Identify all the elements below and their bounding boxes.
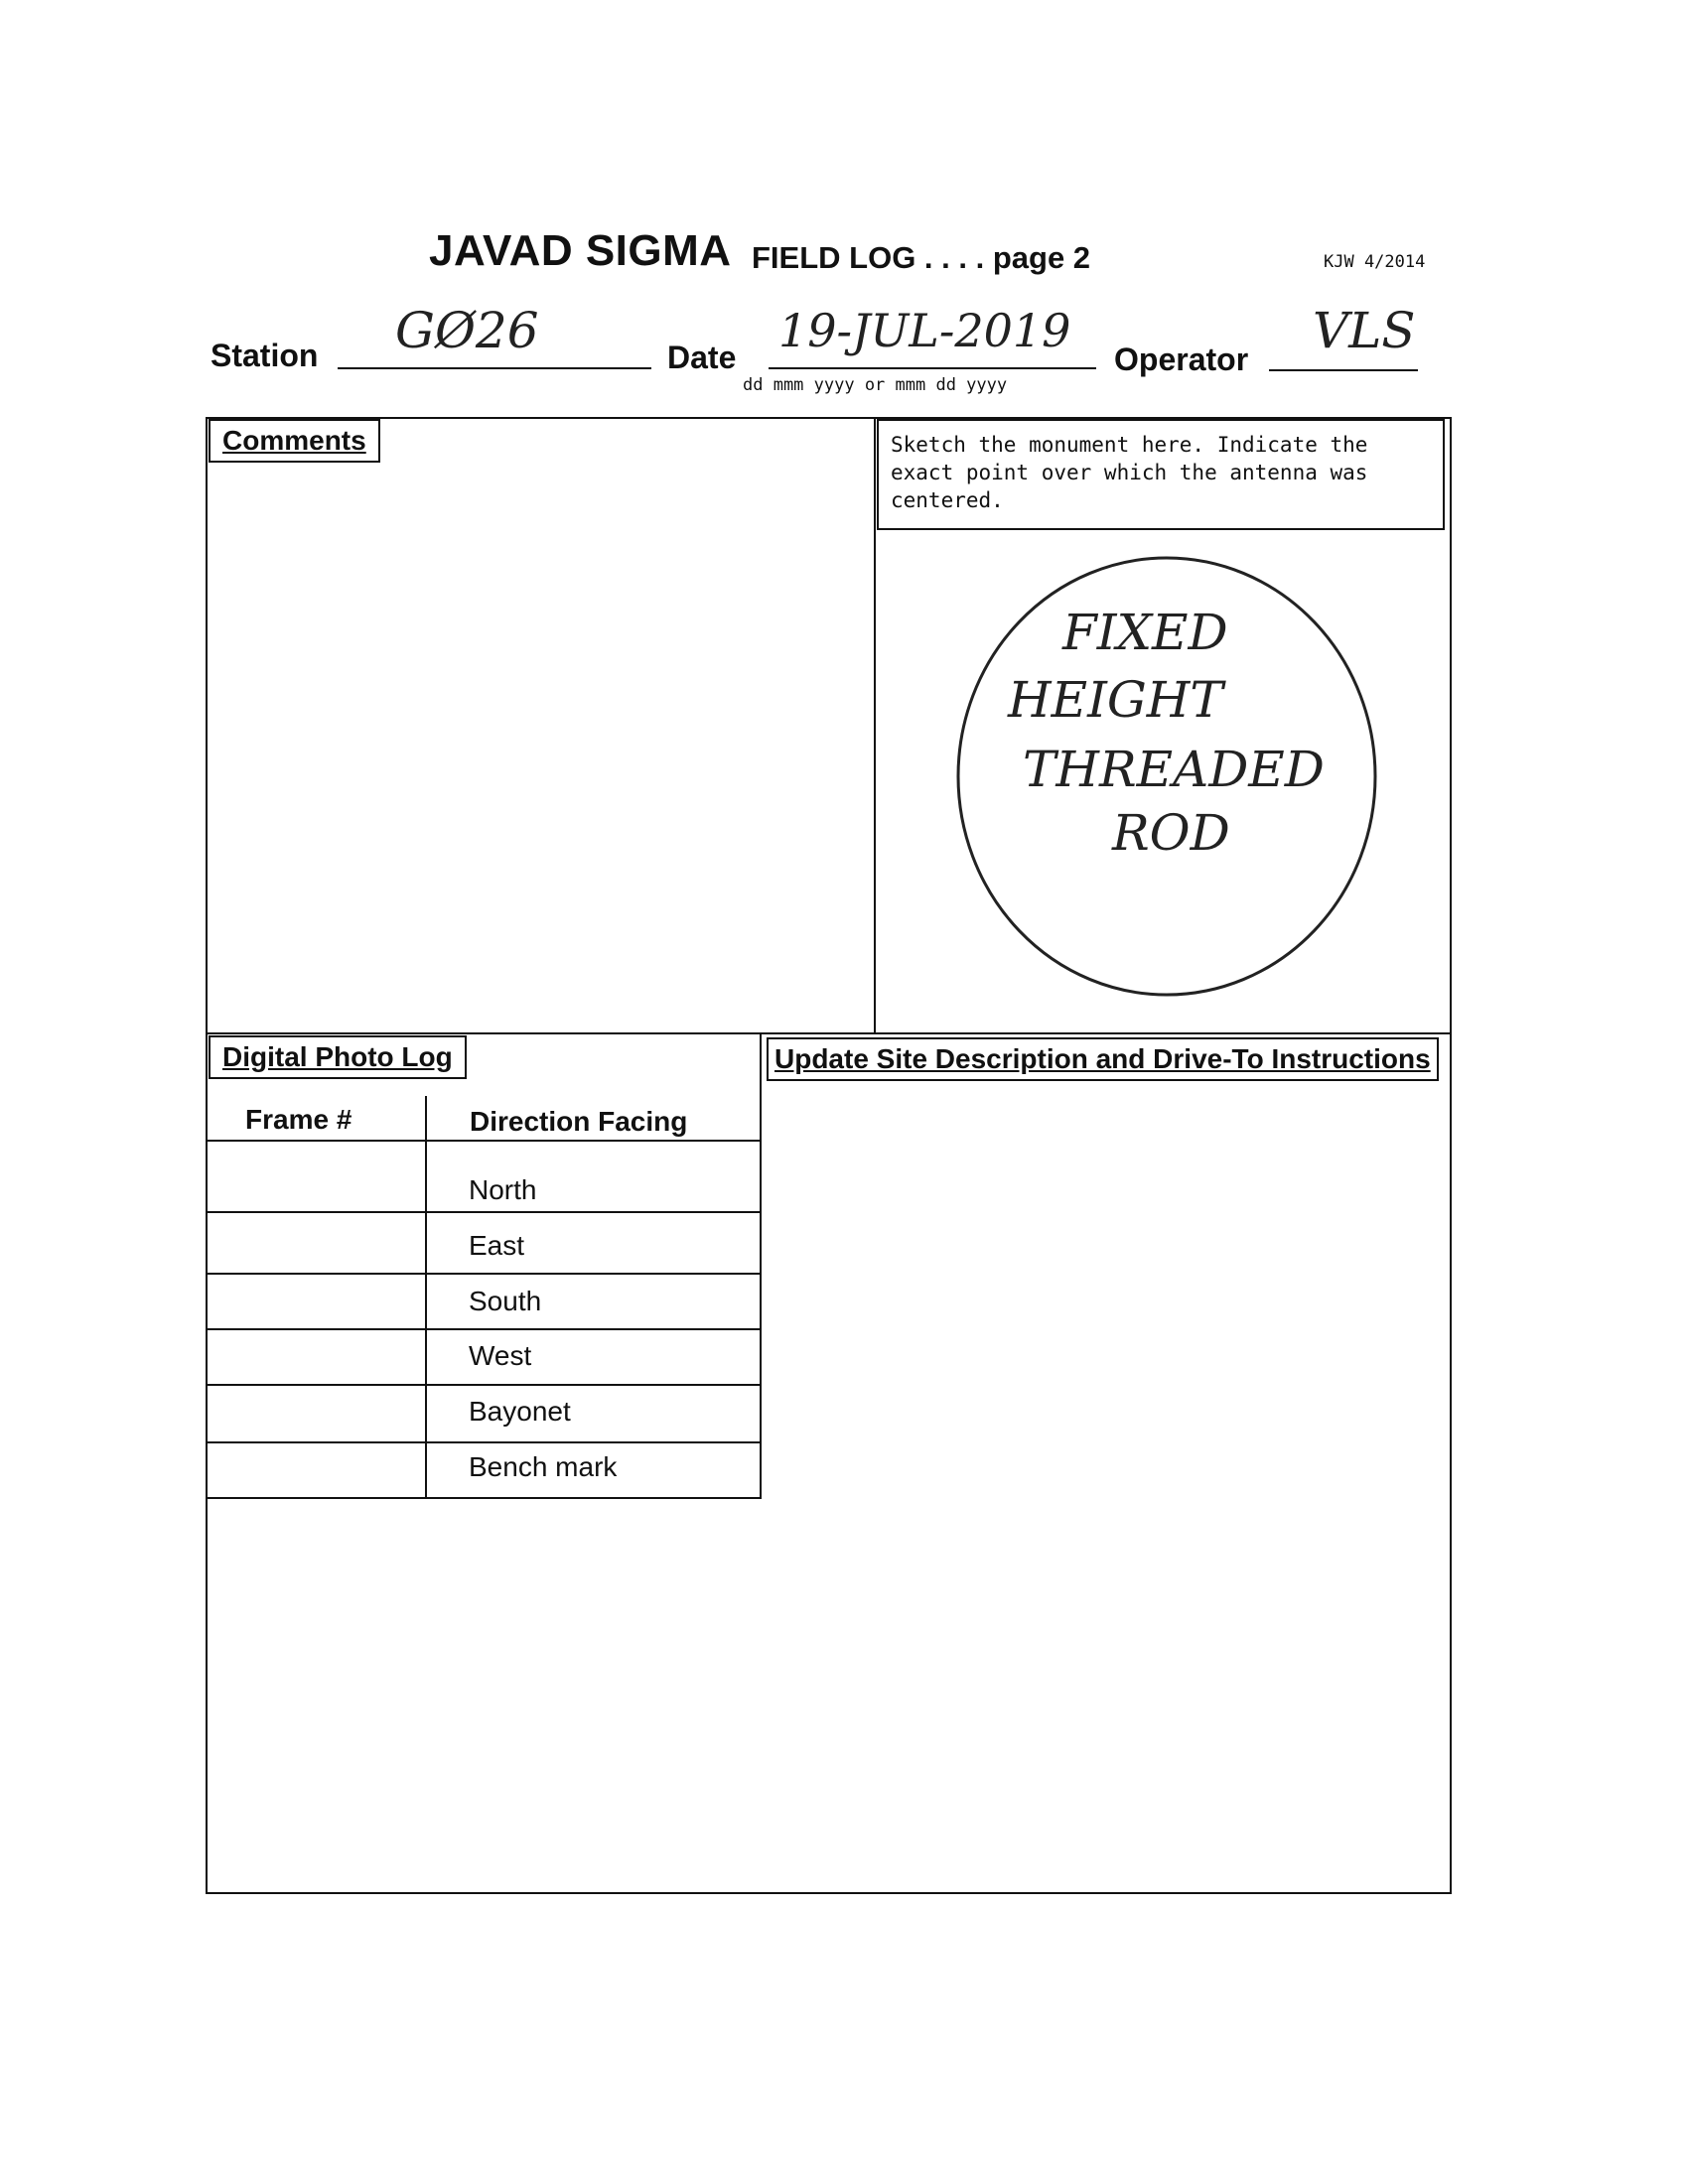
date-line (769, 367, 1096, 369)
sketch-note-line: FIXED (1062, 604, 1228, 661)
table-rule (206, 1273, 762, 1275)
table-rule (206, 1328, 762, 1330)
date-label: Date (667, 340, 737, 375)
sketch-instructions-box (877, 419, 1445, 530)
station-label: Station (211, 338, 319, 373)
frame-cell[interactable] (209, 1445, 423, 1495)
frame-cell[interactable] (209, 1144, 423, 1209)
comments-area[interactable] (212, 467, 868, 1023)
frame-cell[interactable] (209, 1215, 423, 1271)
sketch-note-line: THREADED (1023, 741, 1325, 798)
table-rule (206, 1384, 762, 1386)
frame-cell[interactable] (209, 1277, 423, 1326)
station-line (338, 367, 651, 369)
operator-line (1269, 369, 1418, 371)
station-value[interactable]: GØ26 (395, 302, 539, 359)
direction-column-header: Direction Facing (470, 1106, 688, 1137)
table-header-rule (206, 1140, 762, 1142)
table-column-divider (425, 1096, 427, 1499)
update-label: Update Site Description and Drive-To Instructions (767, 1037, 1439, 1081)
direction-cell: West (469, 1340, 532, 1371)
sketch-note-line: ROD (1112, 804, 1230, 862)
photo-log-right-border (760, 1032, 762, 1499)
middle-divider (206, 1032, 1452, 1034)
direction-cell: Bench mark (469, 1451, 618, 1482)
direction-cell: North (469, 1174, 537, 1205)
operator-value[interactable]: VLS (1313, 302, 1416, 359)
comments-label: Comments (209, 419, 380, 463)
sketch-note-line: HEIGHT (1008, 671, 1223, 729)
table-bottom-rule (206, 1497, 762, 1499)
form-title: JAVAD SIGMA (429, 226, 732, 275)
update-area[interactable] (767, 1096, 1446, 1890)
top-divider (874, 417, 876, 1032)
date-format-hint: dd mmm yyyy or mmm dd yyyy (743, 375, 1008, 395)
direction-cell: South (469, 1286, 542, 1316)
form-subtitle: FIELD LOG . . . . page 2 (752, 240, 1091, 275)
direction-cell: Bayonet (469, 1396, 571, 1427)
sketch-instructions: Sketch the monument here. Indicate the exact point over which the antenna was centered. (891, 433, 1368, 512)
revision-code: KJW 4/2014 (1324, 252, 1426, 272)
direction-cell: East (469, 1230, 525, 1261)
frame-cell[interactable] (209, 1388, 423, 1439)
frame-cell[interactable] (209, 1332, 423, 1382)
operator-label: Operator (1114, 341, 1249, 377)
frame-column-header: Frame # (245, 1104, 352, 1135)
photo-log-label: Digital Photo Log (209, 1035, 467, 1079)
table-rule (206, 1441, 762, 1443)
table-rule (206, 1211, 762, 1213)
date-value[interactable]: 19-JUL-2019 (778, 304, 1071, 357)
